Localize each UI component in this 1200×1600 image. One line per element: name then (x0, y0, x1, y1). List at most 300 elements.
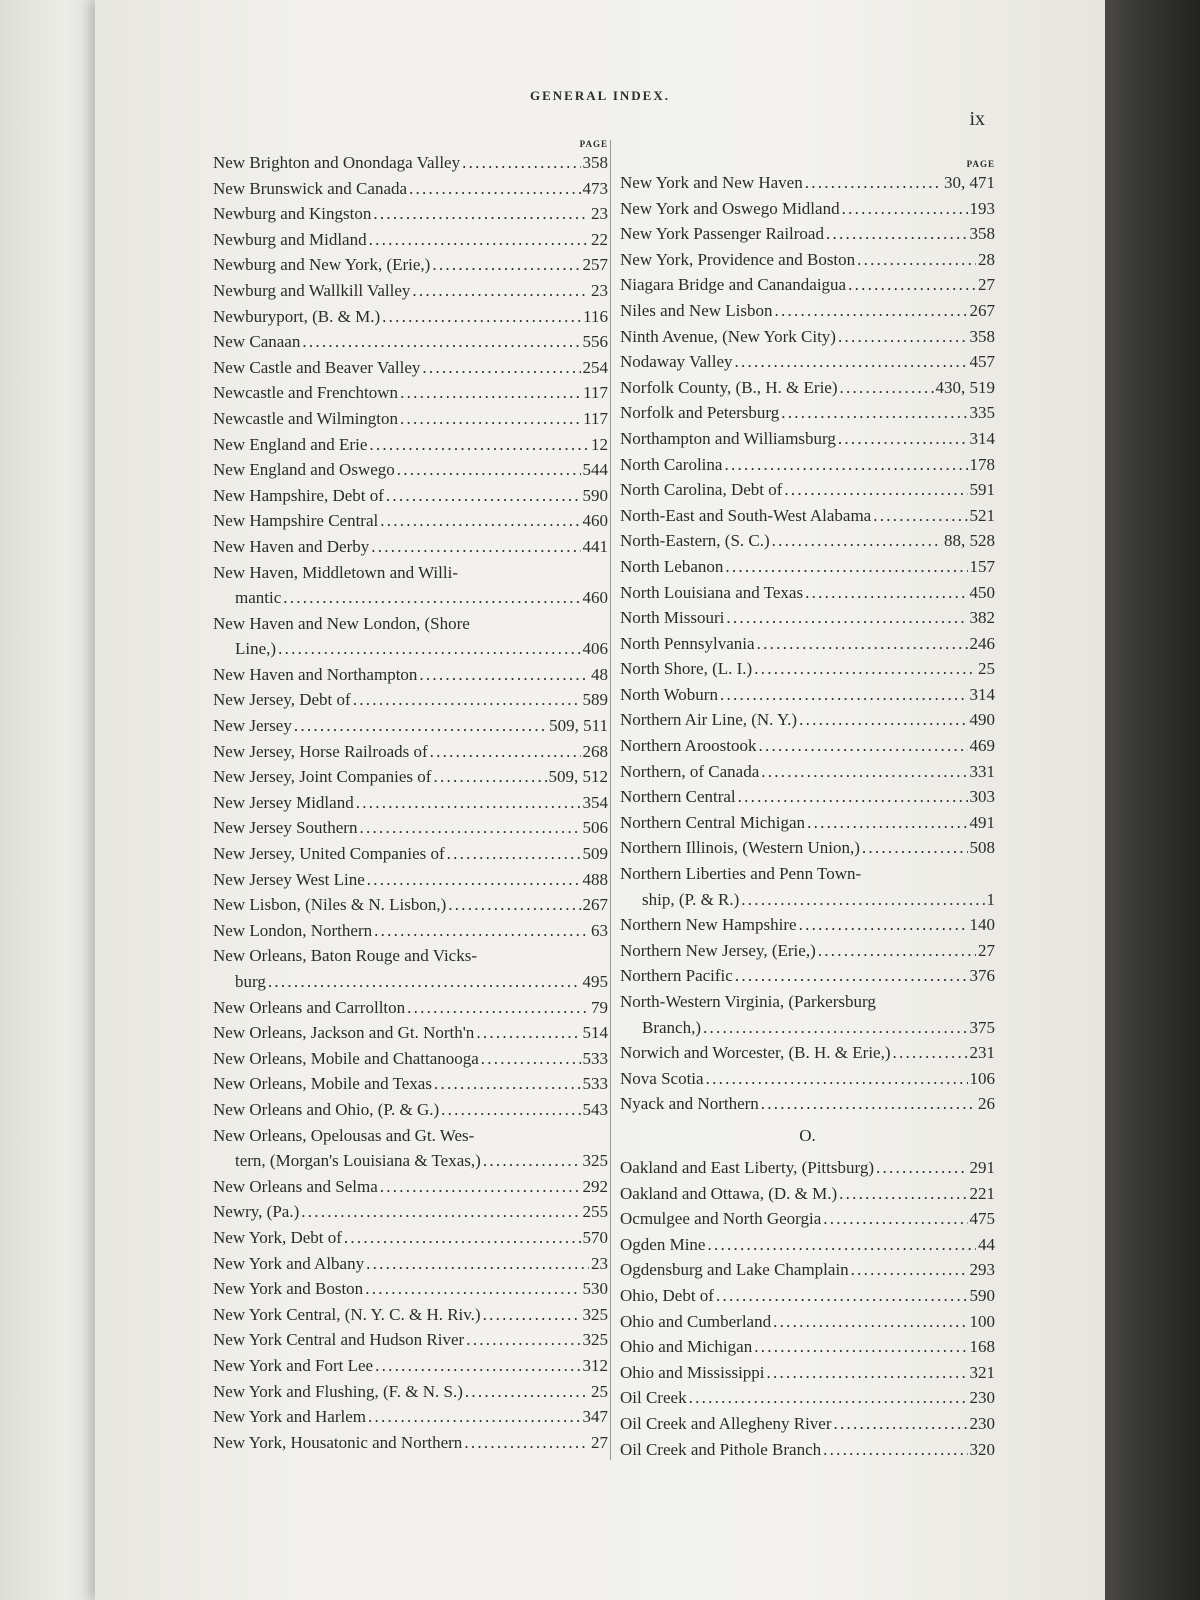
dot-leader (375, 1353, 580, 1379)
entry-page-number: 488 (582, 869, 608, 889)
dot-leader (422, 355, 580, 381)
index-entry (620, 605, 995, 631)
entry-name: Ohio and Mississippi (620, 1362, 765, 1382)
entry-name: Nodaway Valley (620, 352, 733, 372)
entry-page-number: 441 (582, 536, 608, 556)
index-entry (620, 196, 995, 222)
entry-name: Newry, (Pa.) (213, 1202, 300, 1222)
entry-name: New Orleans, Mobile and Chattanooga (213, 1048, 479, 1068)
index-entry (620, 631, 995, 657)
dot-leader (412, 278, 589, 304)
dot-leader (371, 534, 580, 560)
dot-leader (735, 349, 968, 375)
entry-page-number: 246 (969, 633, 995, 653)
entry-name: ship, (P. & R.) (642, 889, 740, 909)
entry-page-number: 325 (582, 1304, 608, 1324)
entry-page-number: 193 (969, 198, 995, 218)
index-entry (620, 963, 995, 989)
index-entry (620, 912, 995, 938)
entry-page-number: 106 (969, 1068, 995, 1088)
entry-page-number: 230 (969, 1388, 995, 1408)
entry-page-number: 254 (582, 357, 608, 377)
entry-page-number: 460 (582, 588, 608, 608)
entry-name: New Castle and Beaver Valley (213, 357, 421, 377)
entry-page-number: 544 (582, 460, 608, 480)
entry-name: New Jersey West Line (213, 869, 365, 889)
index-entry (620, 400, 995, 426)
dot-leader (268, 969, 581, 995)
entry-page-number: 88, 528 (944, 531, 995, 551)
dot-leader (476, 1020, 580, 1046)
index-entry (213, 1148, 608, 1174)
entry-page-number: 590 (582, 485, 608, 505)
dot-leader (359, 815, 580, 841)
entry-page-number: 100 (969, 1311, 995, 1331)
dot-leader (781, 400, 967, 426)
entry-page-number: 27 (978, 940, 995, 960)
index-entry (620, 1257, 995, 1283)
dot-leader (725, 554, 967, 580)
entry-page-number: 533 (582, 1074, 608, 1094)
dot-leader (397, 457, 581, 483)
dot-leader (726, 605, 967, 631)
entry-page-number: 157 (969, 556, 995, 576)
entry-name: New Jersey (213, 716, 292, 736)
entry-name: New Haven and Derby (213, 536, 370, 556)
dot-leader (893, 1040, 968, 1066)
entry-name: North Carolina (620, 454, 723, 474)
index-entry (213, 764, 608, 790)
entry-name: burg (235, 972, 266, 991)
entry-name: New Jersey, Joint Companies of (213, 767, 432, 787)
entry-page-number: 26 (978, 1094, 995, 1114)
entry-page-number: 168 (969, 1337, 995, 1357)
entry-name: New Brunswick and Canada (213, 178, 408, 198)
dot-leader (738, 784, 968, 810)
index-entry (213, 867, 608, 893)
index-entry (213, 355, 608, 381)
dot-leader (799, 912, 968, 938)
dot-leader (386, 483, 581, 509)
index-entry (213, 1353, 608, 1379)
index-entry (213, 918, 608, 944)
page-column-label: PAGE (966, 159, 995, 169)
entry-page-number: 509 (582, 844, 608, 864)
index-entry (213, 585, 608, 611)
index-entry (213, 304, 608, 330)
dot-leader (840, 375, 934, 401)
entry-page-number: 491 (969, 812, 995, 832)
index-entry (620, 580, 995, 606)
index-entry (213, 457, 608, 483)
entry-name: Newburg and Kingston (213, 204, 372, 224)
index-entry (213, 1225, 608, 1251)
left-entry-list (213, 150, 608, 1455)
dot-leader (716, 1283, 968, 1309)
entry-page-number: 116 (583, 306, 608, 326)
entry-name: Oil Creek (620, 1388, 687, 1408)
dot-leader (294, 713, 547, 739)
index-entry (213, 1327, 608, 1353)
index-entry (213, 278, 608, 304)
entry-name: New York, Providence and Boston (620, 249, 856, 269)
index-entry (213, 687, 608, 713)
dot-leader (353, 687, 581, 713)
dot-leader (400, 406, 581, 432)
dot-leader (873, 503, 967, 529)
index-entry (620, 503, 995, 529)
index-entry (213, 380, 608, 406)
entry-page-number: 430, 519 (935, 377, 995, 397)
index-entry (620, 938, 995, 964)
dot-leader (773, 1309, 967, 1335)
dot-leader (838, 426, 968, 452)
dot-leader (784, 477, 967, 503)
entry-page-number: 325 (582, 1330, 608, 1350)
entry-name: North Missouri (620, 608, 725, 628)
index-entry (620, 1360, 995, 1386)
index-entry (213, 995, 608, 1021)
entry-name: Northern New Hampshire (620, 915, 797, 935)
dot-leader (365, 1276, 580, 1302)
entry-page-number: 44 (978, 1234, 995, 1254)
index-entry (620, 1385, 995, 1411)
index-entry (213, 534, 608, 560)
dot-leader (466, 1327, 580, 1353)
dot-leader (447, 841, 581, 867)
index-entry (620, 1283, 995, 1309)
entry-name: Northern, of Canada (620, 761, 760, 781)
index-entry (213, 150, 608, 176)
index-entry (620, 324, 995, 350)
entry-name: New York Passenger Railroad (620, 224, 824, 244)
dot-leader (356, 790, 581, 816)
index-entry (620, 528, 995, 554)
dot-leader (448, 892, 580, 918)
index-entry (620, 221, 995, 247)
dot-leader (761, 759, 967, 785)
entry-page-number: 30, 471 (944, 173, 995, 192)
entry-page-number: 314 (969, 684, 995, 704)
entry-name: New Canaan (213, 332, 301, 352)
entry-name: Northern Central Michigan (620, 812, 806, 832)
dot-leader (689, 1385, 968, 1411)
entry-name: New York and Fort Lee (213, 1355, 374, 1375)
index-entry (620, 426, 995, 452)
index-entry (620, 733, 995, 759)
index-entry (213, 1302, 608, 1328)
dot-leader (772, 528, 942, 554)
dot-leader (826, 221, 968, 247)
dot-leader (432, 252, 580, 278)
entry-page-number: 48 (591, 664, 608, 684)
entry-name: Northern Aroostook (620, 736, 757, 756)
dot-leader (434, 1071, 581, 1097)
index-entry (213, 432, 608, 458)
entry-page-number: 63 (591, 920, 608, 940)
index-entry-first-line: North-Western Virginia, (Parkersburg (620, 992, 876, 1011)
entry-name: Newburg and New York, (Erie,) (213, 255, 431, 275)
dot-leader (807, 810, 967, 836)
entry-page-number: 23 (591, 1253, 608, 1273)
index-entry (620, 375, 995, 401)
entry-name: Branch,) (642, 1017, 702, 1037)
index-entry (213, 1071, 608, 1097)
entry-page-number: 590 (969, 1285, 995, 1305)
index-entry (213, 1404, 608, 1430)
index-entry (620, 784, 995, 810)
entry-name: North Shore, (L. I.) (620, 659, 753, 679)
entry-page-number: 314 (969, 428, 995, 448)
entry-page-number: 457 (969, 352, 995, 372)
entry-name: New Orleans and Ohio, (P. & G.) (213, 1099, 440, 1119)
index-entry (620, 247, 995, 273)
index-entry (620, 810, 995, 836)
entry-name: New Jersey, United Companies of (213, 844, 445, 864)
entry-page-number: 469 (969, 736, 995, 756)
entry-name: New England and Erie (213, 434, 368, 454)
dot-leader (754, 1334, 967, 1360)
entry-page-number: 376 (969, 966, 995, 986)
index-entry (620, 349, 995, 375)
dot-leader (483, 1148, 581, 1174)
entry-name: Newcastle and Wilmington (213, 408, 399, 428)
dot-leader (302, 329, 580, 355)
index-entry-first-line: Northern Liberties and Penn Town- (620, 864, 862, 884)
column-divider (610, 140, 611, 1460)
entry-page-number: 12 (591, 434, 608, 454)
dot-leader (805, 170, 942, 196)
index-entry (213, 1020, 608, 1046)
entry-name: New Brighton and Onondaga Valley (213, 153, 461, 172)
dot-leader (767, 1360, 968, 1386)
entry-name: Newburg and Midland (213, 229, 367, 249)
entry-name: North Woburn (620, 684, 718, 704)
entry-name: New Hampshire Central (213, 511, 379, 531)
entry-name: New York and Albany (213, 1253, 365, 1273)
entry-page-number: 347 (582, 1407, 608, 1427)
dot-leader (283, 585, 580, 611)
dot-leader (407, 995, 589, 1021)
facing-page-edge (0, 0, 110, 1600)
index-entry (620, 887, 995, 913)
entry-page-number: 354 (582, 792, 608, 812)
entry-page-number: 27 (978, 275, 995, 295)
index-entry (620, 759, 995, 785)
dot-leader (368, 1404, 581, 1430)
entry-page-number: 23 (591, 204, 608, 224)
entry-name: Nyack and Northern (620, 1094, 759, 1114)
entry-page-number: 543 (582, 1099, 608, 1119)
entry-page-number: 375 (969, 1017, 995, 1037)
index-entry (620, 452, 995, 478)
index-entry (213, 1174, 608, 1200)
index-entry (620, 1437, 995, 1463)
index-entry (213, 227, 608, 253)
entry-name: Newburg and Wallkill Valley (213, 280, 411, 300)
entry-name: New York and Boston (213, 1279, 364, 1299)
entry-name: North Carolina, Debt of (620, 480, 783, 500)
entry-name: Line,) (235, 639, 277, 659)
index-entry (620, 707, 995, 733)
index-entry (620, 1206, 995, 1232)
entry-name: New York, Housatonic and Northern (213, 1432, 463, 1452)
entry-name: New Haven and Northampton (213, 664, 418, 684)
dot-leader (373, 201, 589, 227)
dot-leader (838, 324, 968, 350)
entry-name: Norfolk County, (B., H. & Erie) (620, 377, 838, 397)
entry-name: Northern New Jersey, (Erie,) (620, 940, 816, 960)
dot-leader (366, 1251, 589, 1277)
entry-page-number: 533 (582, 1048, 608, 1068)
background-surface (1090, 0, 1200, 1600)
index-entry (620, 298, 995, 324)
entry-name: Niagara Bridge and Canandaigua (620, 275, 847, 295)
index-entry (620, 1181, 995, 1207)
dot-leader (805, 580, 967, 606)
entry-name: New Orleans, Jackson and Gt. North'n (213, 1023, 475, 1043)
dot-leader (834, 1411, 968, 1437)
dot-leader (735, 963, 968, 989)
entry-page-number: 509, 511 (549, 716, 608, 736)
entry-page-number: 358 (969, 224, 995, 244)
entry-page-number: 230 (969, 1413, 995, 1433)
entry-name: North-East and South-West Alabama (620, 505, 872, 525)
o-entry-list (620, 1155, 995, 1462)
index-entry (620, 272, 995, 298)
entry-page-number: 27 (591, 1432, 608, 1452)
entry-name: Ogdensburg and Lake Champlain (620, 1260, 849, 1280)
entry-page-number: 521 (969, 505, 995, 525)
index-entry (213, 329, 608, 355)
index-entry (213, 1379, 608, 1405)
entry-name: New York Central, (N. Y. C. & H. Riv.) (213, 1304, 481, 1324)
index-entry (620, 1040, 995, 1066)
entry-page-number: 268 (582, 741, 608, 761)
index-entry (620, 682, 995, 708)
index-entry (213, 508, 608, 534)
entry-name: Nova Scotia (620, 1068, 704, 1088)
entry-page-number: 325 (582, 1151, 608, 1171)
dot-leader (839, 1181, 967, 1207)
index-entry (620, 835, 995, 861)
entry-name: New Jersey Southern (213, 818, 358, 838)
index-entry (213, 176, 608, 202)
entry-name: New Lisbon, (Niles & N. Lisbon,) (213, 895, 447, 915)
index-entry (213, 713, 608, 739)
dot-leader (369, 227, 589, 253)
entry-page-number: 267 (969, 300, 995, 320)
entry-page-number: 303 (969, 787, 995, 807)
dot-leader (481, 1046, 581, 1072)
index-entry (620, 1334, 995, 1360)
entry-name: North Louisiana and Texas (620, 582, 804, 602)
entry-name: Norfolk and Petersburg (620, 403, 780, 423)
dot-leader (344, 1225, 581, 1251)
entry-page-number: 1 (986, 889, 995, 909)
index-entry-first-line: New Orleans, Baton Rouge and Vicks- (213, 946, 477, 966)
entry-page-number: 358 (582, 153, 608, 172)
entry-page-number: 79 (591, 997, 608, 1017)
index-entry (213, 662, 608, 688)
entry-name: New Jersey, Debt of (213, 690, 351, 710)
dot-leader (775, 298, 968, 324)
entry-page-number: 450 (969, 582, 995, 602)
dot-leader (433, 764, 546, 790)
right-column (620, 158, 995, 1462)
dot-leader (483, 1302, 581, 1328)
index-entry (620, 1155, 995, 1181)
dot-leader (876, 1155, 967, 1181)
dot-leader (382, 304, 581, 330)
dot-leader (818, 938, 976, 964)
entry-page-number: 589 (582, 690, 608, 710)
dot-leader (441, 1097, 580, 1123)
entry-name: Northern Pacific (620, 966, 733, 986)
dot-leader (761, 1091, 976, 1117)
section-heading-o: O. (799, 1125, 816, 1145)
entry-page-number: 331 (969, 761, 995, 781)
entry-page-number: 358 (969, 326, 995, 346)
dot-leader (369, 432, 589, 458)
dot-leader (706, 1066, 968, 1092)
dot-leader (842, 196, 968, 222)
entry-name: New London, Northern (213, 920, 373, 940)
index-entry (620, 1015, 995, 1041)
index-entry (620, 1309, 995, 1335)
dot-leader (720, 682, 968, 708)
index-entry (213, 636, 608, 662)
dot-leader (462, 150, 580, 176)
entry-page-number: 140 (969, 915, 995, 935)
dot-leader (848, 272, 976, 298)
entry-name: Ohio and Michigan (620, 1337, 753, 1357)
dot-leader (374, 918, 589, 944)
dot-leader (754, 656, 976, 682)
entry-name: New York Central and Hudson River (213, 1330, 465, 1350)
entry-page-number: 506 (582, 818, 608, 838)
index-entry (213, 969, 608, 995)
index-entry (213, 892, 608, 918)
entry-name: New York and Flushing, (F. & N. S.) (213, 1381, 463, 1401)
index-entry (620, 1232, 995, 1258)
entry-page-number: 495 (582, 972, 608, 991)
index-entry (213, 1276, 608, 1302)
index-entry (620, 1066, 995, 1092)
entry-name: Oil Creek and Allegheny River (620, 1413, 832, 1433)
entry-page-number: 514 (582, 1023, 608, 1043)
dot-leader (419, 662, 589, 688)
entry-page-number: 267 (582, 895, 608, 915)
entry-name: Newburyport, (B. & M.) (213, 306, 381, 326)
entry-page-number: 231 (969, 1043, 995, 1063)
entry-page-number: 291 (969, 1157, 995, 1177)
index-entry (620, 1411, 995, 1437)
index-entry (213, 1199, 608, 1225)
dot-leader (380, 1174, 581, 1200)
entry-page-number: 460 (582, 511, 608, 531)
dot-leader (757, 631, 968, 657)
running-header: GENERAL INDEX. (530, 88, 670, 103)
entry-page-number: 257 (582, 255, 608, 275)
entry-name: Northampton and Williamsburg (620, 428, 836, 448)
entry-page-number: 475 (969, 1209, 995, 1229)
dot-leader (724, 452, 967, 478)
entry-name: Ogden Mine (620, 1234, 706, 1254)
entry-page-number: 292 (582, 1176, 608, 1196)
dot-leader (862, 835, 968, 861)
entry-page-number: 509, 512 (548, 767, 608, 787)
